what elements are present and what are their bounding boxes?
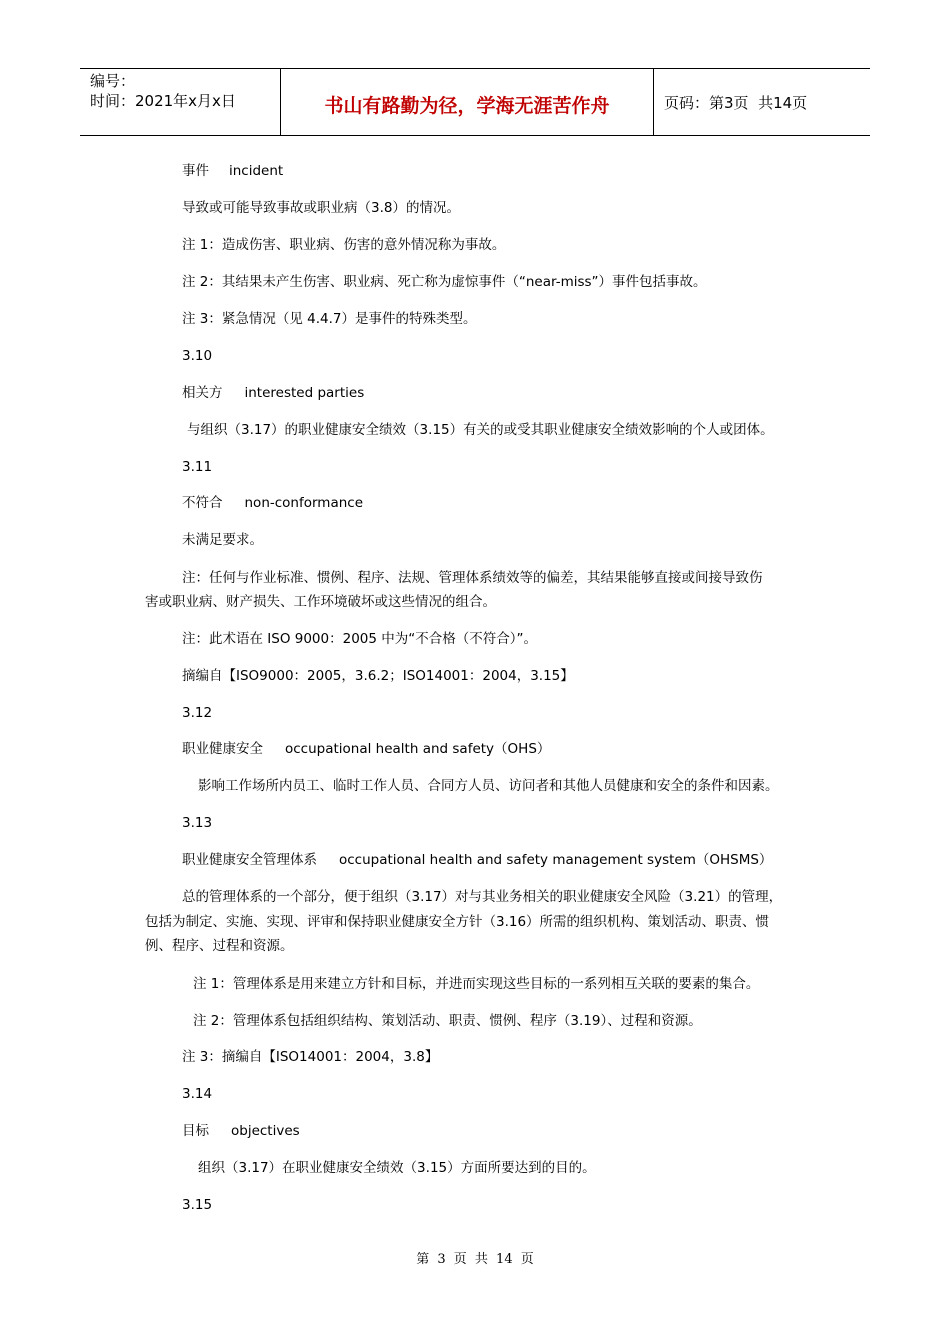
- note: 注 3：紧急情况（见 4.4.7）是事件的特殊类型。: [182, 311, 477, 327]
- note: 注 1：造成伤害、职业病、伤害的意外情况称为事故。: [182, 237, 506, 253]
- motto-text: 书山有路勤为径，学海无涯苦作舟: [324, 94, 610, 117]
- definition: 导致或可能导致事故或职业病（3.8）的情况。: [182, 200, 460, 216]
- definition: 组织（3.17）在职业健康安全绩效（3.15）方面所要达到的目的。: [198, 1160, 596, 1176]
- definition: 与组织（3.17）的职业健康安全绩效（3.15）有关的或受其职业健康安全绩效影响的个人或团体。: [187, 422, 774, 438]
- term-cn: 职业健康安全管理体系: [182, 852, 317, 868]
- number-label: 编号：: [90, 72, 136, 90]
- clause-number: 3.13: [182, 815, 213, 831]
- definition: 未满足要求。: [182, 532, 263, 548]
- term-en: non-conformance: [244, 495, 364, 511]
- definition-continued: 例、程序、过程和资源。: [145, 938, 294, 954]
- clause-number: 3.14: [182, 1086, 213, 1102]
- term-non-conformance: [182, 494, 363, 512]
- term-en: occupational health and safety management system（OHSMS）: [339, 852, 773, 868]
- page-footer: 第 3 页 共 14 页: [416, 1252, 534, 1267]
- header-page-cell: [654, 69, 870, 135]
- term-en: objectives: [231, 1123, 300, 1139]
- definition: 影响工作场所内员工、临时工作人员、合同方人员、访问者和其他人员健康和安全的条件和因素。: [198, 778, 779, 794]
- term-en: occupational health and safety（OHS）: [285, 741, 551, 757]
- note: 注：任何与作业标准、惯例、程序、法规、管理体系绩效等的偏差，其结果能够直接或间接导致伤: [182, 570, 763, 586]
- header-motto-cell: [281, 69, 654, 135]
- note: 注 2：管理体系包括组织结构、策划活动、职责、惯例、程序（3.19）、过程和资源。: [193, 1013, 702, 1029]
- term-cn: 目标: [182, 1123, 209, 1139]
- definition-continued: 包括为制定、实施、实现、评审和保持职业健康安全方针（3.16）所需的组织机构、策划活动、职责、惯: [145, 914, 770, 930]
- note: 注：此术语在 ISO 9000：2005 中为“不合格（不符合）”。: [182, 631, 538, 647]
- term-incident: [182, 162, 283, 180]
- note: 注 2：其结果未产生伤害、职业病、死亡称为虚惊事件（“near-miss”）事件包括事故。: [182, 274, 707, 290]
- term-cn: 事件: [182, 163, 209, 179]
- clause-number: 3.15: [182, 1197, 213, 1213]
- term-ohs: [182, 740, 550, 758]
- note-continued: 害或职业病、财产损失、工作环境破坏或这些情况的组合。: [145, 594, 496, 610]
- term-en: interested parties: [244, 385, 365, 401]
- note: 注 3：摘编自【ISO14001：2004，3.8】: [182, 1049, 439, 1065]
- term-cn: 职业健康安全: [182, 741, 263, 757]
- term-ohsms: [182, 851, 772, 869]
- term-en: incident: [229, 163, 284, 179]
- term-cn: 不符合: [182, 495, 223, 511]
- clause-number: 3.10: [182, 348, 213, 364]
- definition: 总的管理体系的一个部分，便于组织（3.17）对与其业务相关的职业健康安全风险（3.21）的管理，: [182, 889, 783, 905]
- term-interested-parties: [182, 384, 364, 402]
- date-label: 时间：2021年x月x日: [90, 92, 236, 110]
- clause-number: 3.11: [182, 459, 213, 475]
- header-meta-cell: [80, 69, 281, 135]
- source-reference: 摘编自【ISO9000：2005，3.6.2；ISO14001：2004，3.15】: [182, 668, 574, 684]
- page-label: 页码：第3页 共14页: [664, 93, 808, 112]
- clause-number: 3.12: [182, 705, 213, 721]
- note: 注 1：管理体系是用来建立方针和目标，并进而实现这些目标的一系列相互关联的要素的集合。: [193, 976, 760, 992]
- term-objectives: [182, 1122, 300, 1140]
- term-cn: 相关方: [182, 385, 223, 401]
- page-header: [80, 68, 870, 136]
